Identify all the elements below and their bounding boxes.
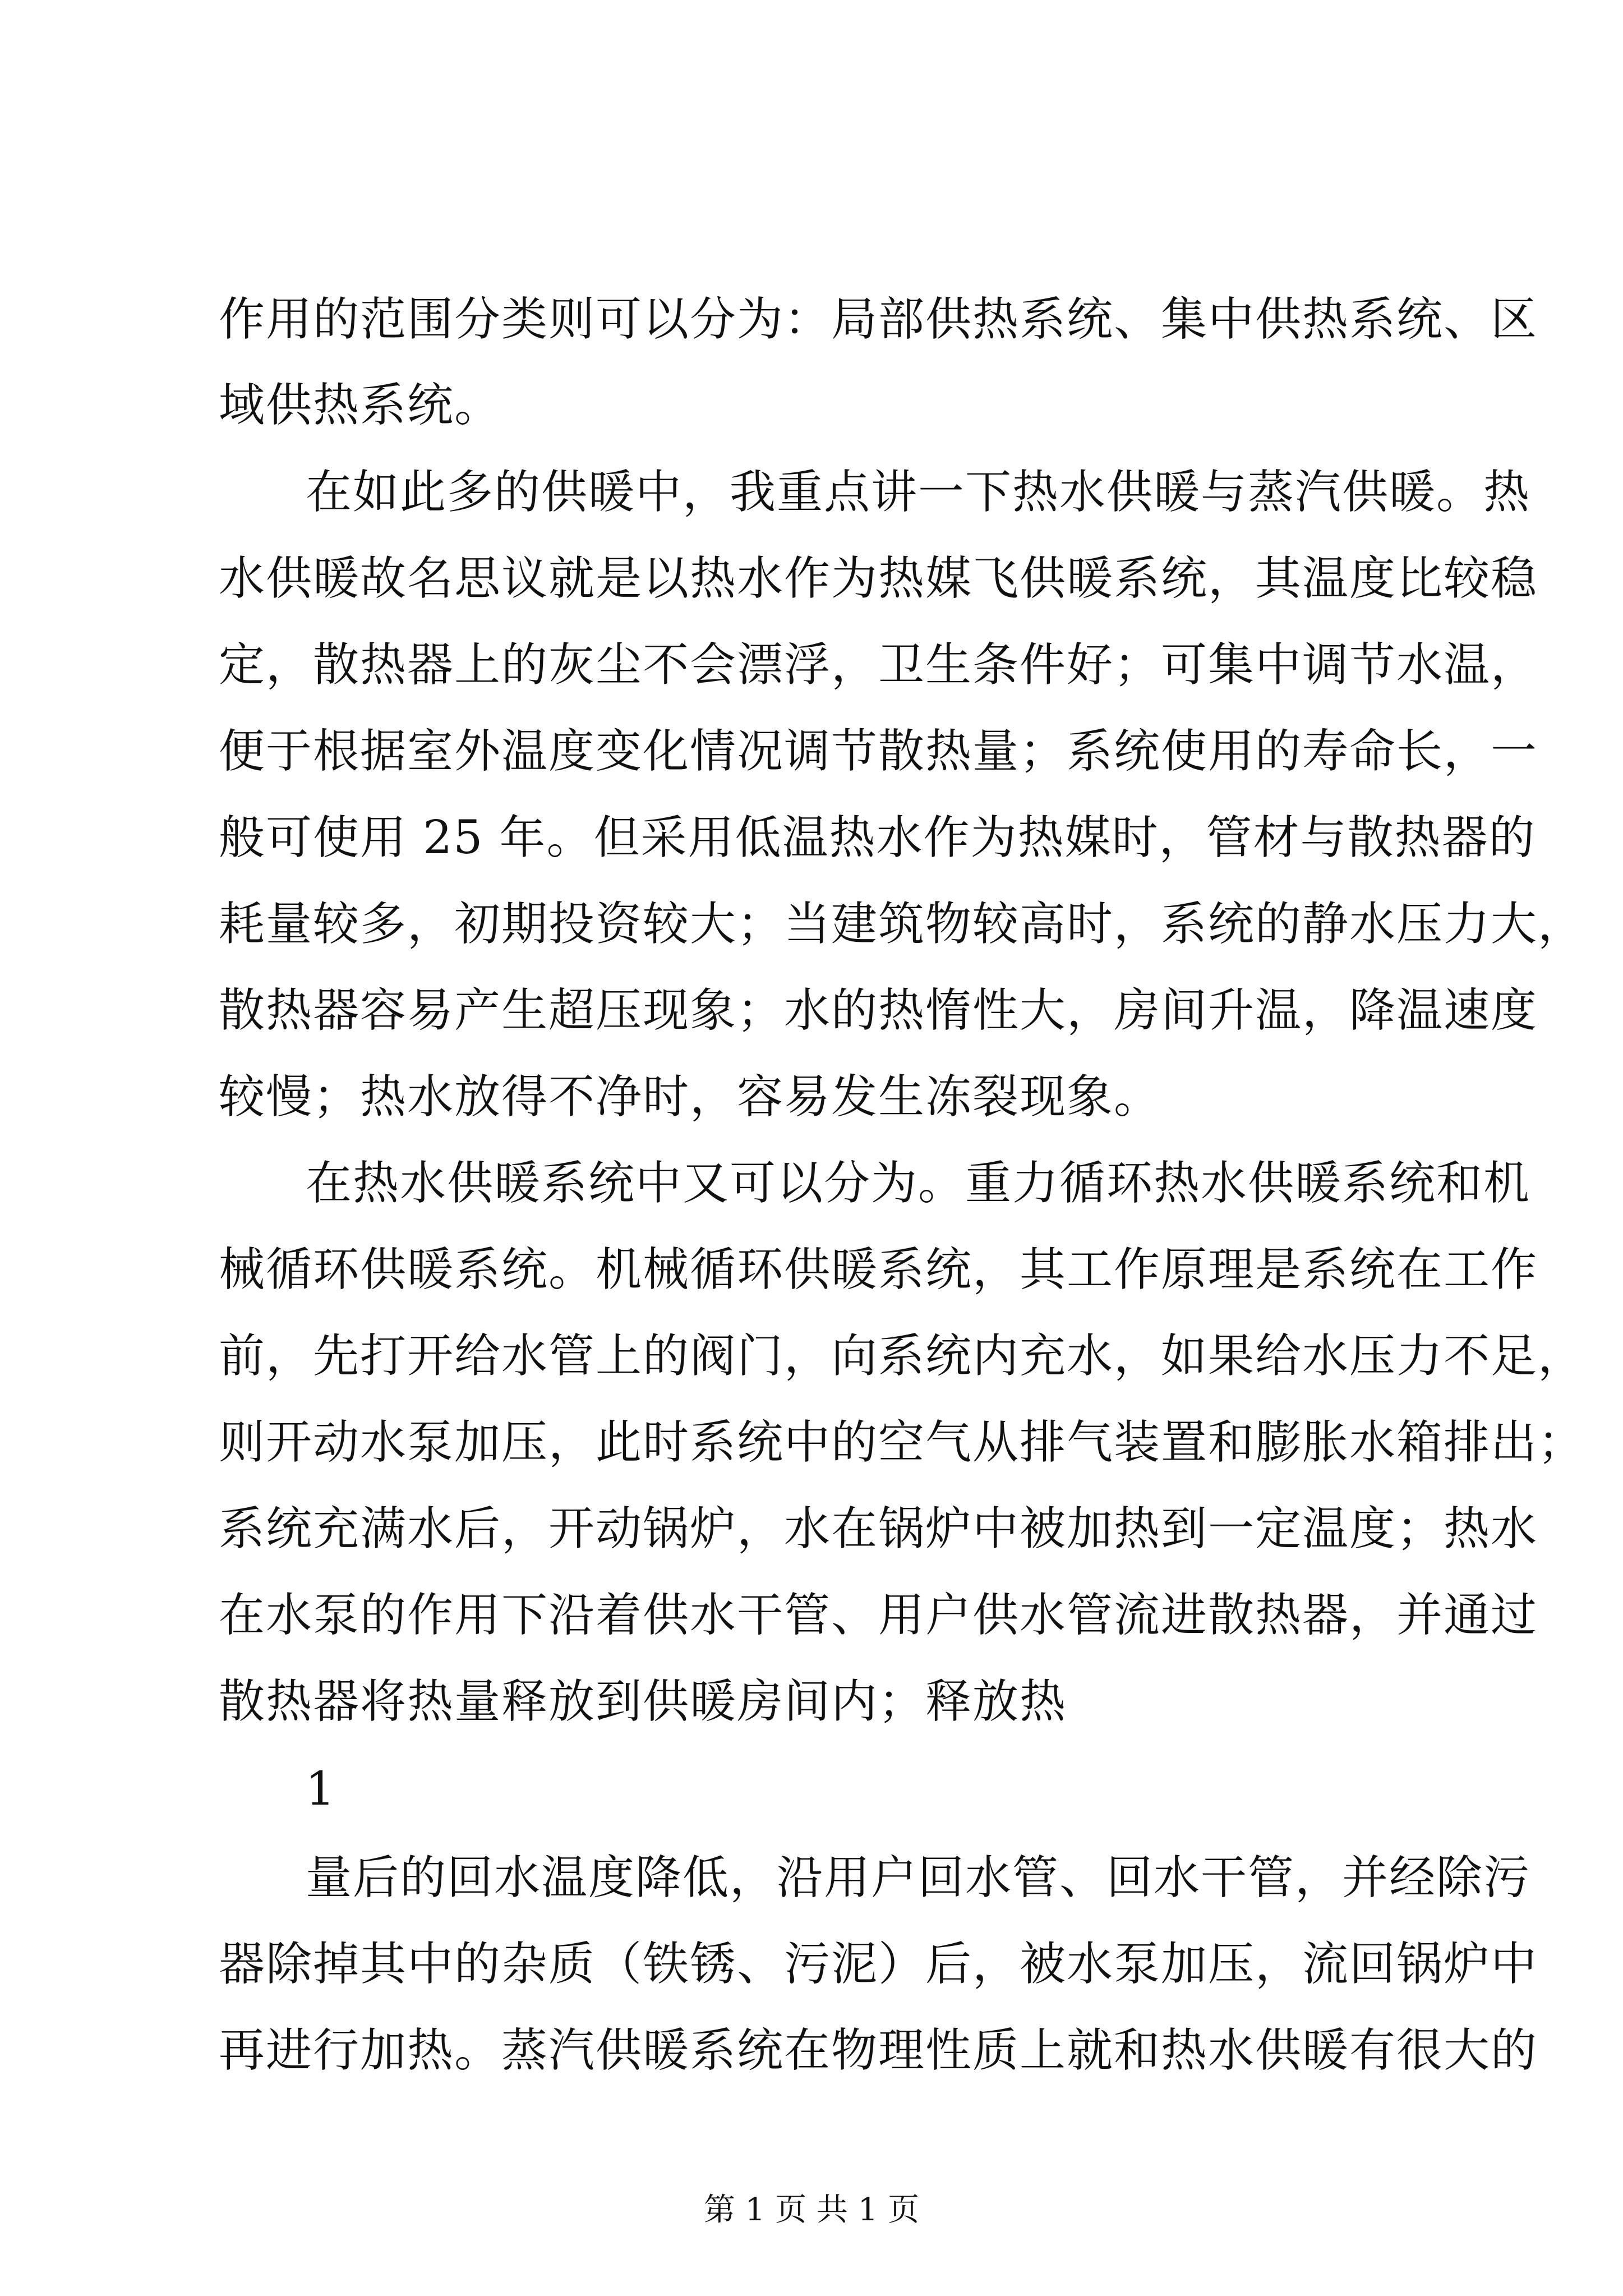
text-line: 系统充满水后，开动锅炉，水在锅炉中被加热到一定温度；热水	[219, 1502, 1538, 1556]
text-line: 在水泵的作用下沿着供水干管、用户供水管流进散热器，并通过	[219, 1589, 1538, 1642]
text-line: 便于根据室外温度变化情况调节散热量；系统使用的寿命长，一	[219, 725, 1538, 778]
text-line: 前，先打开给水管上的阀门，向系统内充水，如果给水压力不足，	[219, 1329, 1585, 1383]
inline-page-number: 1	[306, 1763, 335, 1816]
paragraph-first-line: 在热水供暖系统中又可以分为。重力循环热水供暖系统和机	[306, 1157, 1531, 1210]
paragraph-first-line: 量后的回水温度降低，沿用户回水管、回水干管，并经除污	[306, 1851, 1531, 1904]
text-line: 器除掉其中的杂质（铁锈、污泥）后，被水泵加压，流回锅炉中	[219, 1938, 1538, 1991]
page-footer: 第 1 页 共 1 页	[703, 2192, 920, 2228]
text-line: 水供暖故名思议就是以热水作为热媒飞供暖系统，其温度比较稳	[219, 552, 1538, 605]
text-line: 定，散热器上的灰尘不会漂浮，卫生条件好；可集中调节水温，	[219, 638, 1538, 692]
text-line: 较慢；热水放得不净时，容易发生冻裂现象。	[219, 1070, 1161, 1124]
text-line: 域供热系统。	[219, 379, 502, 432]
text-line: 再进行加热。蒸汽供暖系统在物理性质上就和热水供暖有很大的	[219, 2024, 1538, 2077]
text-line: 散热器容易产生超压现象；水的热惰性大，房间升温，降温速度	[219, 984, 1538, 1037]
paragraph-first-line: 在如此多的供暖中，我重点讲一下热水供暖与蒸汽供暖。热	[306, 466, 1531, 519]
text-line: 械循环供暖系统。机械循环供暖系统，其工作原理是系统在工作	[219, 1243, 1538, 1296]
text-line: 散热器将热量释放到供暖房间内；释放热	[219, 1675, 1067, 1728]
text-line: 则开动水泵加压，此时系统中的空气从排气装置和膨胀水箱排出；	[219, 1416, 1585, 1469]
text-line: 作用的范围分类则可以分为：局部供热系统、集中供热系统、区	[219, 293, 1538, 346]
text-line: 耗量较多，初期投资较大；当建筑物较高时，系统的静水压力大，	[219, 898, 1585, 951]
text-line: 般可使用 25 年。但采用低温热水作为热媒时，管材与散热器的	[219, 811, 1536, 864]
